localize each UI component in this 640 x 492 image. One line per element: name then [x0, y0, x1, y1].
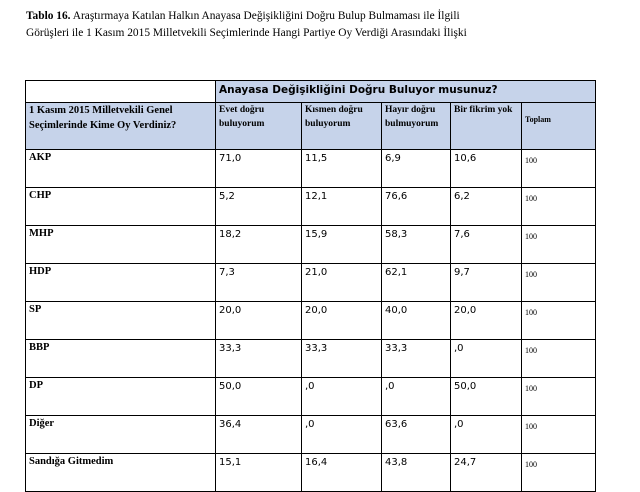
- value-cell: 6,9: [382, 150, 451, 188]
- data-table: [25, 80, 596, 492]
- total-cell: 100: [522, 150, 596, 188]
- value-cell: 11,5: [302, 150, 382, 188]
- group-header: Anayasa Değişikliğini Doğru Buluyor musunuz?: [216, 81, 596, 103]
- column-header-evet-line1: Evet doğru: [219, 105, 265, 115]
- column-header-toplam-line1: Toplam: [525, 115, 551, 124]
- column-header-hayir-line2: bulmuyorum: [385, 119, 439, 129]
- column-header-hayir-line1: Hayır doğru: [385, 105, 436, 115]
- table-row: [26, 378, 596, 416]
- total-cell: 100: [522, 378, 596, 416]
- value-cell: 15,9: [302, 226, 382, 264]
- blank-header-cell: [26, 81, 216, 103]
- caption-label: Tablo 16.: [26, 10, 71, 22]
- value-cell: 36,4: [216, 416, 302, 454]
- value-cell: 20,0: [216, 302, 302, 340]
- value-cell: 63,6: [382, 416, 451, 454]
- value-cell: 20,0: [302, 302, 382, 340]
- total-cell: 100: [522, 416, 596, 454]
- column-header-kismen: [302, 103, 382, 150]
- value-cell: ,0: [382, 378, 451, 416]
- value-cell: ,0: [451, 416, 522, 454]
- party-cell: BBP: [26, 340, 216, 378]
- column-header-kismen-line2: buluyorum: [305, 119, 351, 129]
- value-cell: 10,6: [451, 150, 522, 188]
- total-cell: 100: [522, 302, 596, 340]
- value-cell: 24,7: [451, 454, 522, 492]
- value-cell: 12,1: [302, 188, 382, 226]
- party-cell: HDP: [26, 264, 216, 302]
- question-line2: Seçimlerinde Kime Oy Verdiniz?: [29, 120, 177, 131]
- party-cell: AKP: [26, 150, 216, 188]
- value-cell: 50,0: [216, 378, 302, 416]
- party-cell: Sandığa Gitmedim: [26, 454, 216, 492]
- table-row: [26, 340, 596, 378]
- value-cell: 33,3: [382, 340, 451, 378]
- party-cell: Diğer: [26, 416, 216, 454]
- column-header-fikrim-yok-line1: Bir fikrim yok: [454, 105, 513, 115]
- value-cell: 33,3: [216, 340, 302, 378]
- party-cell: MHP: [26, 226, 216, 264]
- value-cell: 9,7: [451, 264, 522, 302]
- column-header-evet-line2: buluyorum: [219, 119, 265, 129]
- value-cell: 21,0: [302, 264, 382, 302]
- value-cell: 6,2: [451, 188, 522, 226]
- table-row: [26, 188, 596, 226]
- question-line1: 1 Kasım 2015 Milletvekili Genel: [29, 105, 173, 116]
- value-cell: ,0: [302, 416, 382, 454]
- value-cell: ,0: [451, 340, 522, 378]
- table-row: [26, 416, 596, 454]
- table-row: [26, 264, 596, 302]
- value-cell: 71,0: [216, 150, 302, 188]
- value-cell: 62,1: [382, 264, 451, 302]
- column-header-evet: [216, 103, 302, 150]
- value-cell: 16,4: [302, 454, 382, 492]
- table-row: [26, 302, 596, 340]
- value-cell: 43,8: [382, 454, 451, 492]
- value-cell: 58,3: [382, 226, 451, 264]
- caption-line1: Araştırmaya Katılan Halkın Anayasa Değişikliğini Doğru Bulup Bulmaması ile İlgili: [72, 10, 460, 22]
- question-header: [26, 103, 216, 150]
- party-cell: DP: [26, 378, 216, 416]
- value-cell: 18,2: [216, 226, 302, 264]
- total-cell: 100: [522, 226, 596, 264]
- party-cell: CHP: [26, 188, 216, 226]
- value-cell: 20,0: [451, 302, 522, 340]
- total-cell: 100: [522, 340, 596, 378]
- column-header-row: [26, 103, 596, 150]
- value-cell: 40,0: [382, 302, 451, 340]
- group-header-row: [26, 81, 596, 103]
- column-header-hayir: [382, 103, 451, 150]
- table-row: [26, 226, 596, 264]
- value-cell: 33,3: [302, 340, 382, 378]
- value-cell: 7,3: [216, 264, 302, 302]
- value-cell: ,0: [302, 378, 382, 416]
- table-caption: [26, 8, 616, 42]
- table-row: [26, 454, 596, 492]
- value-cell: 50,0: [451, 378, 522, 416]
- value-cell: 5,2: [216, 188, 302, 226]
- column-header-kismen-line1: Kısmen doğru: [305, 105, 363, 115]
- table-row: [26, 150, 596, 188]
- total-cell: 100: [522, 454, 596, 492]
- caption-line2: Görüşleri ile 1 Kasım 2015 Milletvekili Seçimlerinde Hangi Partiye Oy Verdiği Arasındaki İlişki: [26, 27, 467, 39]
- value-cell: 15,1: [216, 454, 302, 492]
- column-header-toplam: [522, 103, 596, 150]
- column-header-fikrim-yok: [451, 103, 522, 150]
- value-cell: 7,6: [451, 226, 522, 264]
- value-cell: 76,6: [382, 188, 451, 226]
- total-cell: 100: [522, 264, 596, 302]
- total-cell: 100: [522, 188, 596, 226]
- party-cell: SP: [26, 302, 216, 340]
